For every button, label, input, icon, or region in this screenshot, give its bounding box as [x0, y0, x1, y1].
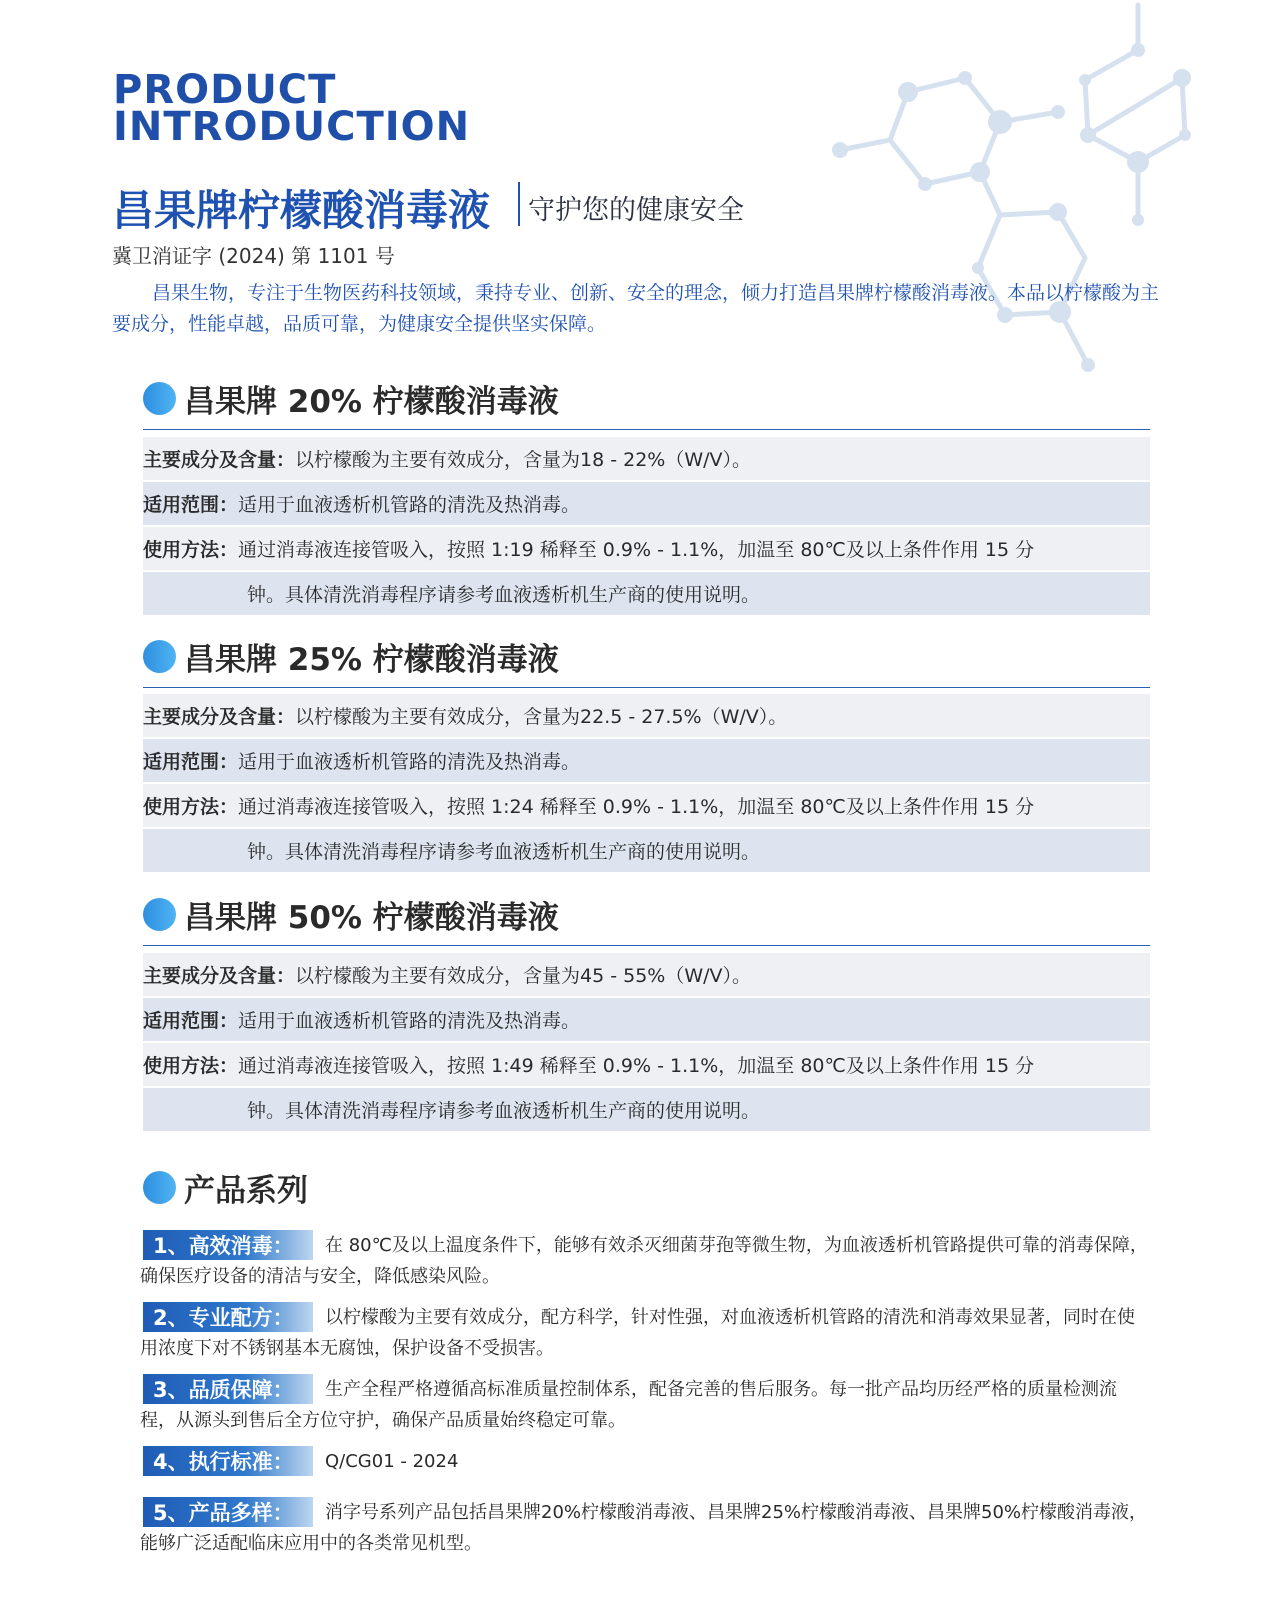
- method-value: 通过消毒液连接管吸入，按照 1:19 稀释至 0.9% - 1.1%，加温至 80℃及以上条件作用 15 分: [238, 539, 1035, 561]
- scope-value: 适用于血液透析机管路的清洗及热消毒。: [238, 1010, 581, 1032]
- section-bullet-icon: [143, 640, 176, 673]
- scope-label: 适用范围：: [143, 751, 239, 773]
- feature-tag-efficient: 1、高效消毒：: [143, 1230, 313, 1260]
- method-value-continued: 钟。具体清洗消毒程序请参考血液透析机生产商的使用说明。: [247, 584, 761, 606]
- method-value: 通过消毒液连接管吸入，按照 1:24 稀释至 0.9% - 1.1%，加温至 80℃及以上条件作用 15 分: [238, 796, 1035, 818]
- slogan: 守护您的健康安全: [528, 195, 744, 226]
- feature-text-formula: 以柠檬酸为主要有效成分，配方科学，针对性强，对血液透析机管路的清洗和消毒效果显著，同时在使用浓度下对不锈钢基本无腐蚀，保护设备不受损害。: [140, 1307, 1135, 1359]
- feature-tag-standard: 4、执行标准：: [143, 1446, 313, 1476]
- page-title: 昌果牌柠檬酸消毒液: [112, 186, 491, 235]
- english-title-line-1: PRODUCT: [113, 67, 337, 113]
- section-bullet-icon: [143, 382, 176, 415]
- intro-paragraph: 昌果生物，专注于生物医药科技领域，秉持专业、创新、安全的理念，倾力打造昌果牌柠檬酸消毒液。本品以柠檬酸为主要成分，性能卓越，品质可靠，为健康安全提供坚实保障。: [112, 282, 1160, 335]
- ingredient-label: 主要成分及含量：: [143, 706, 296, 728]
- method-row-continued: [143, 829, 1150, 872]
- method-value-continued: 钟。具体清洗消毒程序请参考血液透析机生产商的使用说明。: [247, 1100, 761, 1122]
- method-row: [143, 1043, 1150, 1086]
- molecule-decoration: [820, 0, 1260, 400]
- ingredient-row: [143, 953, 1150, 996]
- method-row-continued: [143, 1088, 1150, 1131]
- ingredient-row: [143, 694, 1150, 737]
- scope-row: [143, 482, 1150, 525]
- english-title: [113, 67, 471, 150]
- section-divider: [143, 429, 1150, 430]
- feature-tag-formula: 2、专业配方：: [143, 1302, 313, 1332]
- product-heading-20: [143, 378, 559, 418]
- product-title: 昌果牌 20% 柠檬酸消毒液: [184, 383, 559, 420]
- title-divider: [518, 182, 520, 226]
- feature-text-variety: 消字号系列产品包括昌果牌20%柠檬酸消毒液、昌果牌25%柠檬酸消毒液、昌果牌50%柠檬酸消毒液，能够广泛适配临床应用中的各类常见机型。: [140, 1502, 1148, 1554]
- section-bullet-icon: [143, 1171, 176, 1204]
- scope-row: [143, 739, 1150, 782]
- scope-value: 适用于血液透析机管路的清洗及热消毒。: [238, 494, 581, 516]
- ingredient-value: 以柠檬酸为主要有效成分，含量为45 - 55%（W/V）。: [295, 965, 752, 987]
- method-row-continued: [143, 572, 1150, 615]
- method-value: 通过消毒液连接管吸入，按照 1:49 稀释至 0.9% - 1.1%，加温至 80℃及以上条件作用 15 分: [238, 1055, 1035, 1077]
- ingredient-label: 主要成分及含量：: [143, 449, 296, 471]
- scope-row: [143, 998, 1150, 1041]
- series-heading: [143, 1167, 308, 1207]
- section-divider: [143, 687, 1150, 688]
- product-title: 昌果牌 25% 柠檬酸消毒液: [184, 641, 559, 678]
- method-row: [143, 784, 1150, 827]
- ingredient-label: 主要成分及含量：: [143, 965, 296, 987]
- feature-text-standard: Q/CG01 - 2024: [325, 1451, 459, 1472]
- scope-label: 适用范围：: [143, 494, 239, 516]
- feature-text-quality: 生产全程严格遵循高标准质量控制体系，配备完善的售后服务。每一批产品均历经严格的质量检测流程，从源头到售后全方位守护，确保产品质量始终稳定可靠。: [140, 1379, 1117, 1431]
- product-heading-25: [143, 636, 559, 676]
- feature-tag-quality: 3、品质保障：: [143, 1374, 313, 1404]
- product-title: 昌果牌 50% 柠檬酸消毒液: [184, 899, 559, 936]
- ingredient-value: 以柠檬酸为主要有效成分，含量为22.5 - 27.5%（W/V）。: [295, 706, 788, 728]
- feature-text-efficient: 在 80℃及以上温度条件下，能够有效杀灭细菌芽孢等微生物，为血液透析机管路提供可靠的消毒保障，确保医疗设备的清洁与安全，降低感染风险。: [140, 1235, 1148, 1287]
- ingredient-value: 以柠檬酸为主要有效成分，含量为18 - 22%（W/V）。: [295, 449, 752, 471]
- series-title: 产品系列: [184, 1172, 308, 1209]
- method-value-continued: 钟。具体清洗消毒程序请参考血液透析机生产商的使用说明。: [247, 841, 761, 863]
- english-title-line-2: INTRODUCTION: [113, 104, 471, 150]
- method-label: 使用方法：: [143, 539, 239, 561]
- feature-tag-variety: 5、产品多样：: [143, 1497, 313, 1527]
- section-divider: [143, 945, 1150, 946]
- method-row: [143, 527, 1150, 570]
- method-label: 使用方法：: [143, 796, 239, 818]
- scope-label: 适用范围：: [143, 1010, 239, 1032]
- scope-value: 适用于血液透析机管路的清洗及热消毒。: [238, 751, 581, 773]
- method-label: 使用方法：: [143, 1055, 239, 1077]
- section-bullet-icon: [143, 898, 176, 931]
- license-number: 冀卫消证字 (2024) 第 1101 号: [112, 244, 395, 268]
- product-heading-50: [143, 894, 559, 934]
- ingredient-row: [143, 437, 1150, 480]
